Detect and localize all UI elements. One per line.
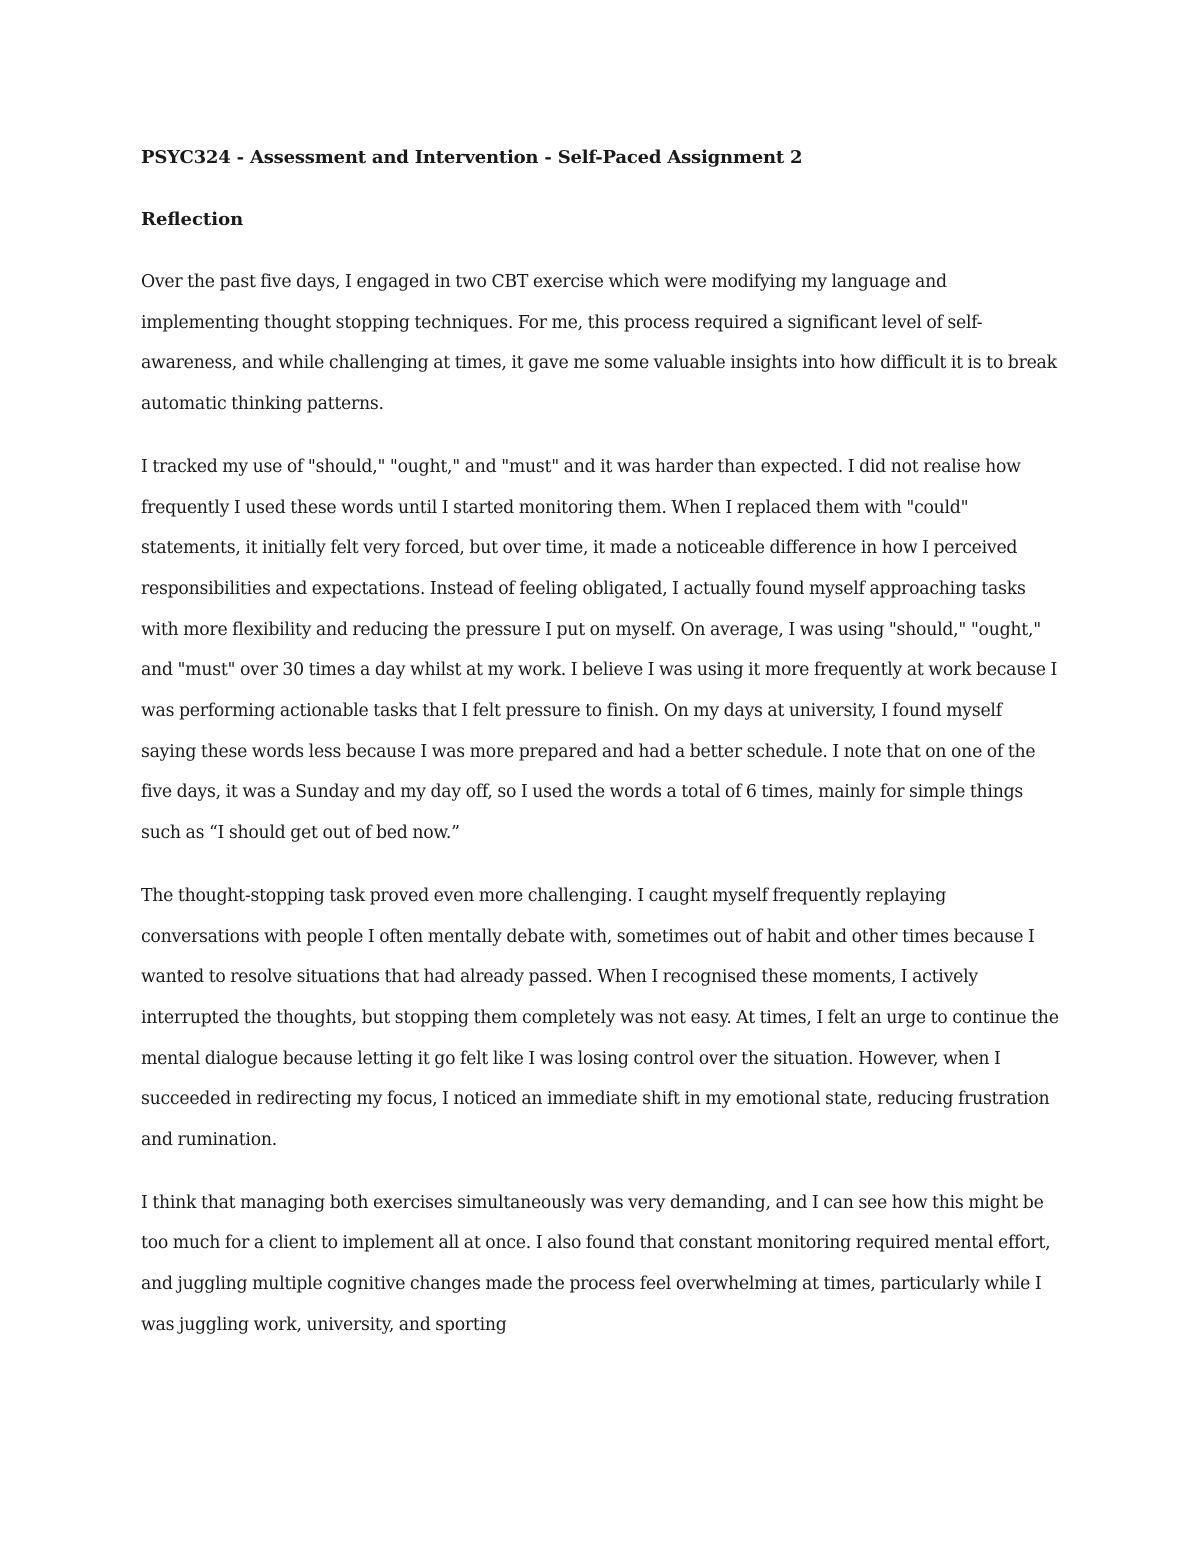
paragraph-4: I think that managing both exercises simultaneously was very demanding, and I can see how this might be too much for a client to implement all at once. I also found that constant monitoring required mental effort, and juggling multiple cognitive changes made the process feel overwhelming at times, particularly while I was juggling work, university, and sporting <box>141 1192 1051 1335</box>
paragraph-2: I tracked my use of "should," "ought," and "must" and it was harder than expected. I did not realise how frequently I used these words until I started monitoring them. When I replaced them with "could" statements, it initially felt very forced, but over time, it made a noticeable difference in how I perceived responsibilities and expectations. Instead of feeling obligated, I actually found myself approaching tasks with more flexibility and reducing the pressure I put on myself. On average, I was using "should," "ought," and "must" over 30 times a day whilst at my work. I believe I was using it more frequently at work because I was performing actionable tasks that I felt pressure to finish. On my days at university, I found myself saying these words less because I was more prepared and had a better schedule. I note that on one of the five days, it was a Sunday and my day off, so I used the words a total of 6 times, mainly for simple things such as “I should get out of bed now.” <box>141 456 1058 844</box>
document-body <box>141 140 1059 1346</box>
paragraph-1: Over the past five days, I engaged in two CBT exercise which were modifying my language and implementing thought stopping techniques. For me, this process required a significant level of self-awareness, and while challenging at times, it gave me some valuable insights into how difficult it is to break automatic thinking patterns. <box>141 272 1057 415</box>
section-heading-reflection: Reflection <box>141 209 244 230</box>
paragraph-3: The thought-stopping task proved even more challenging. I caught myself frequently replaying conversations with people I often mentally debate with, sometimes out of habit and other times because I wanted to resolve situations that had already passed. When I recognised these moments, I actively interrupted the thoughts, but stopping them completely was not easy. At times, I felt an urge to continue the mental dialogue because letting it go felt like I was losing control over the situation. However, when I succeeded in redirecting my focus, I noticed an immediate shift in my emotional state, reducing frustration and rumination. <box>141 885 1059 1151</box>
document-title: PSYC324 - Assessment and Intervention - Self-Paced Assignment 2 <box>141 147 803 168</box>
